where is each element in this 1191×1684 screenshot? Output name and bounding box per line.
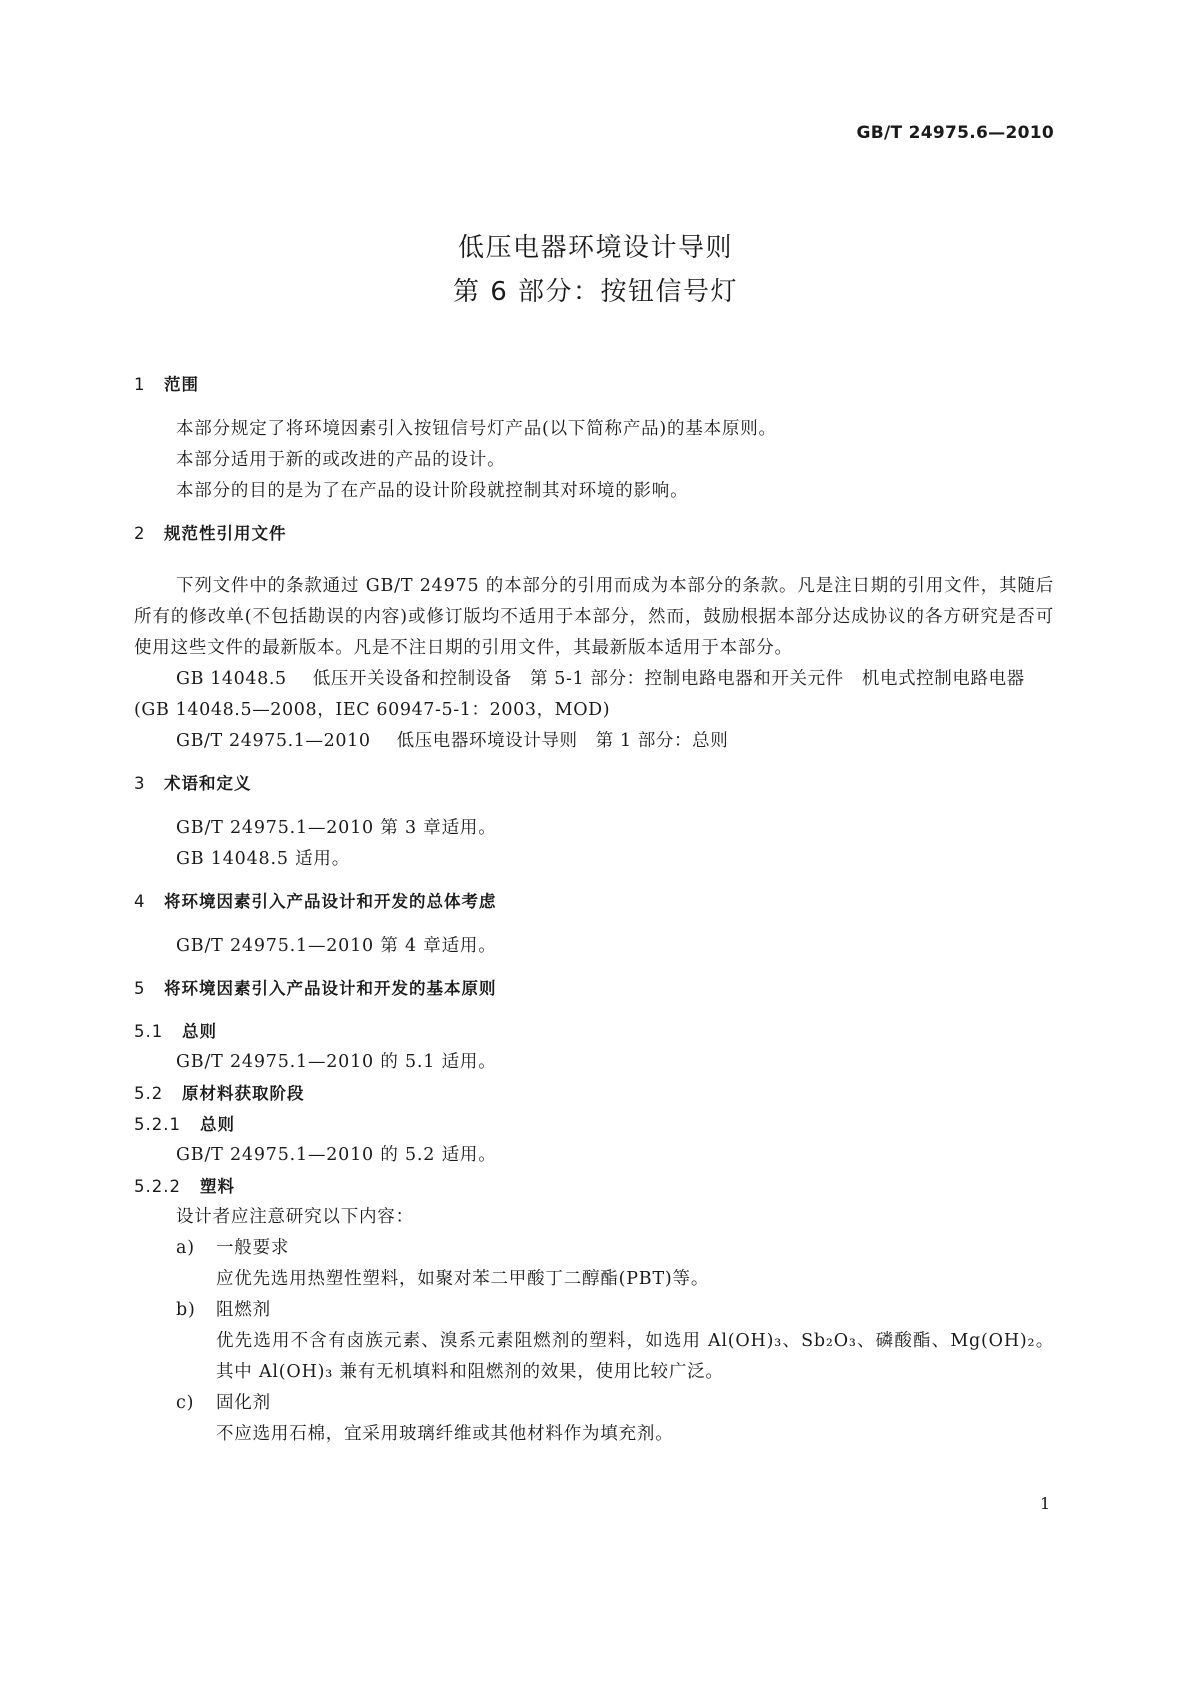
section-title: 将环境因素引入产品设计和开发的基本原则 [164, 979, 497, 998]
section-title: 术语和定义 [164, 774, 252, 793]
section-number: 3 [134, 774, 146, 793]
section-title: 范围 [164, 375, 199, 394]
paragraph: GB 14048.5 适用。 [176, 849, 351, 869]
section-number: 5 [134, 979, 146, 998]
page-number: 1 [1040, 1494, 1051, 1513]
list-item-title: 固化剂 [216, 1393, 271, 1413]
section-number: 2 [134, 524, 146, 543]
subsection-title: 原材料获取阶段 [182, 1084, 305, 1103]
subsection-5-2-2-heading [134, 1171, 1054, 1202]
section-1-heading [134, 370, 1054, 400]
subsection-5-1-heading [134, 1016, 1054, 1047]
subsection-title: 总则 [182, 1022, 217, 1041]
standard-number: GB/T 24975.6—2010 [856, 123, 1054, 143]
list-item-label [134, 1388, 1054, 1419]
title-line-1: 低压电器环境设计导则 [457, 233, 733, 263]
paragraph: GB/T 24975.1—2010 的 5.1 适用。 [176, 1052, 497, 1072]
list-item-label [134, 1295, 1054, 1326]
reference-title: 低压开关设备和控制设备 第 5-1 部分：控制电路电器和开关元件 机电式控制电路电器(GB 14048.5—2008，IEC 60947-5-1：2003，MOD) [134, 669, 1025, 720]
section-title: 将环境因素引入产品设计和开发的总体考虑 [164, 892, 497, 911]
section-number: 1 [134, 375, 146, 394]
reference-code: GB/T 24975.1—2010 [176, 731, 371, 751]
subsection-number: 5.2.1 [134, 1115, 181, 1134]
subsection-number: 5.1 [134, 1022, 164, 1041]
subsection-title: 总则 [200, 1115, 235, 1134]
section-number: 4 [134, 892, 146, 911]
document-body [134, 370, 1054, 1450]
section-5-heading [134, 974, 1054, 1004]
paragraph: 本部分的目的是为了在产品的设计阶段就控制其对环境的影响。 [176, 481, 689, 501]
subsection-number: 5.2.2 [134, 1177, 181, 1196]
list-item-text: 不应选用石棉，宜采用玻璃纤维或其他材料作为填充剂。 [216, 1424, 674, 1444]
subsection-5-2-1-heading [134, 1109, 1054, 1140]
paragraph: 设计者应注意研究以下内容： [176, 1207, 414, 1227]
subsection-number: 5.2 [134, 1084, 164, 1103]
list-marker: a) [176, 1238, 195, 1258]
reference-title: 低压电器环境设计导则 第 1 部分：总则 [396, 731, 729, 751]
list-item-text: 应优先选用热塑性塑料，如聚对苯二甲酸丁二醇酯(PBT)等。 [216, 1269, 710, 1289]
list-marker: c) [176, 1393, 195, 1413]
subsection-title: 塑料 [200, 1177, 235, 1196]
section-2-heading [134, 519, 1054, 549]
document-title [0, 226, 1191, 314]
section-title: 规范性引用文件 [164, 524, 287, 543]
list-item-label [134, 1233, 1054, 1264]
paragraph: 本部分适用于新的或改进的产品的设计。 [176, 450, 506, 470]
paragraph: GB/T 24975.1—2010 第 4 章适用。 [176, 936, 497, 956]
paragraph: GB/T 24975.1—2010 第 3 章适用。 [176, 818, 497, 838]
list-marker: b) [176, 1300, 196, 1320]
paragraph: 下列文件中的条款通过 GB/T 24975 的本部分的引用而成为本部分的条款。凡是注日期的引用文件，其随后所有的修改单(不包括勘误的内容)或修订版均不适用于本部分，然而，鼓励根据本部分达成协议的各方研究是否可使用这些文件的最新版本。凡是不注日期的引用文件，其最新版本适用于本部分。 [134, 576, 1054, 658]
paragraph: GB/T 24975.1—2010 的 5.2 适用。 [176, 1145, 497, 1165]
reference-entry [134, 664, 1054, 726]
section-3-heading [134, 769, 1054, 799]
subsection-5-2-heading [134, 1078, 1054, 1109]
reference-code: GB 14048.5 [176, 669, 287, 689]
list-item-text: 优先选用不含有卤族元素、溴系元素阻燃剂的塑料，如选用 Al(OH)₃、Sb₂O₃、磷酸酯、Mg(OH)₂。其中 Al(OH)₃ 兼有无机填料和阻燃剂的效果，使用比较广泛。 [216, 1331, 1054, 1382]
list-item-title: 阻燃剂 [216, 1300, 271, 1320]
list-item-title: 一般要求 [216, 1238, 290, 1258]
title-line-2: 第 6 部分：按钮信号灯 [452, 277, 739, 307]
section-4-heading [134, 887, 1054, 917]
reference-entry [134, 726, 1054, 757]
paragraph: 本部分规定了将环境因素引入按钮信号灯产品(以下简称产品)的基本原则。 [176, 419, 777, 439]
